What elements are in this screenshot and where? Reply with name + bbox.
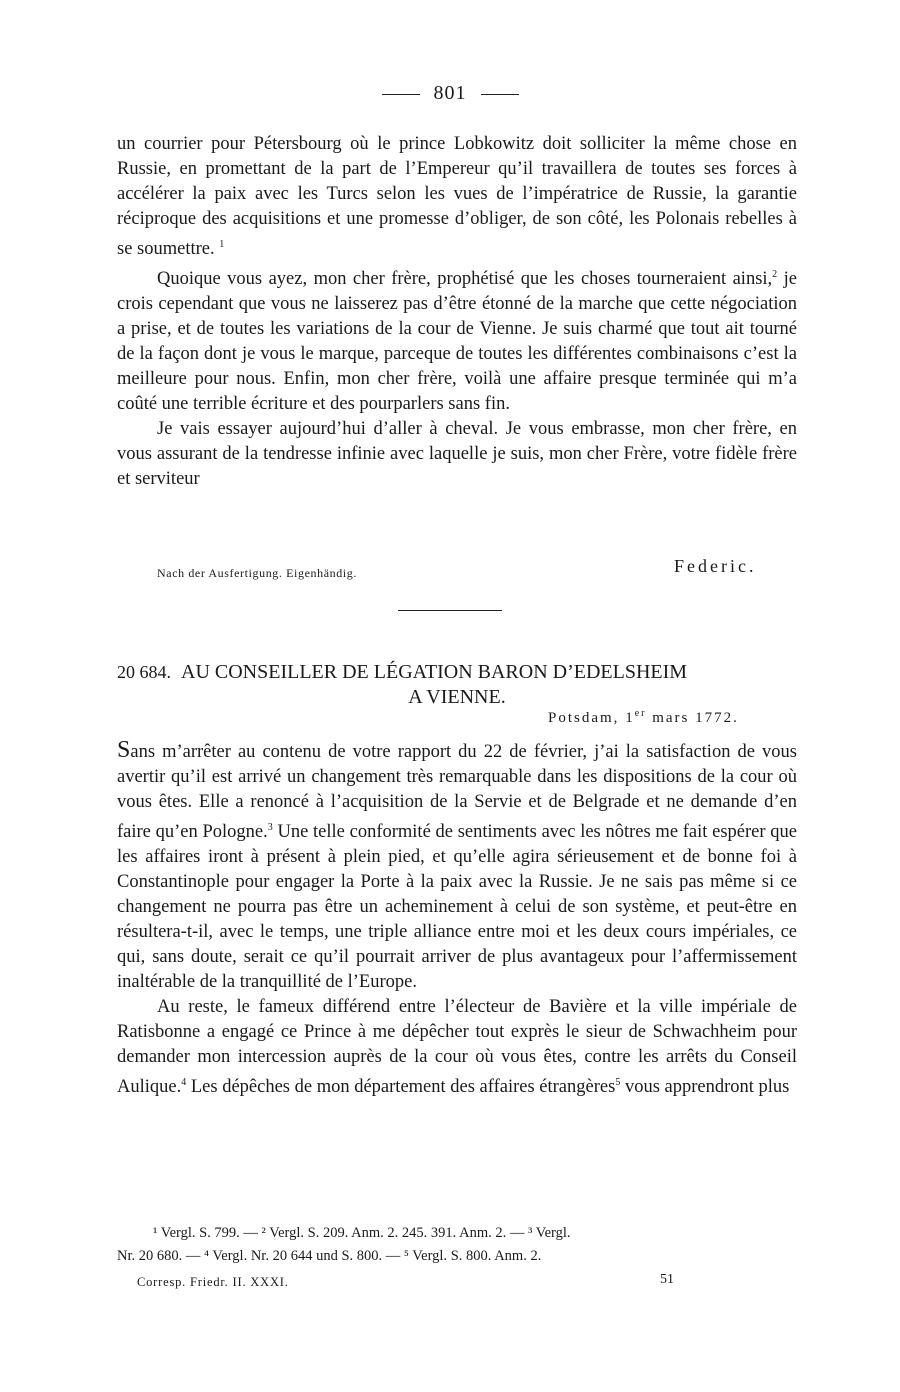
- letter-paragraph-1-text-b: Une telle conformité de sentiments avec les nôtres me fait espérer que les affaires iront à présent à plein pied, et qu’elle agira sérieusement et de bonne foi à Constantinople pour engager la Porte à la paix avec la Russie. Je ne sais pas même si ce changement ne pourra pas être un acheminement à celui de son système, et peut-être en résultera-t-il, avec le temps, une triple alliance entre moi et les deux cours impériales, ce qui, sans doute, serait ce qu’il pourrait arriver de plus avantageux pour l’affermissement inaltérable de la tranquillité de l’Europe.: [117, 822, 797, 993]
- page-number: 801: [433, 82, 467, 104]
- paragraph-3: Je vais essayer aujourd’hui d’aller à cheval. Je vous embrasse, mon cher frère, en vous assurant de la tendresse infinie avec laquelle je suis, mon cher Frère, votre fidèle frère et serviteur: [117, 419, 797, 490]
- letter-date-rest: mars 1772.: [646, 710, 739, 726]
- paragraph-2: [117, 262, 797, 417]
- top-text-block: [117, 132, 797, 492]
- letter-dateline: [548, 708, 739, 727]
- paragraph-1-text: un courrier pour Pétersbourg où le prince Lobkowitz doit solliciter la même chose en Russie, en promettant de la part de l’Empereur qu’il travaillera de toutes ses forces à accélérer la paix avec les Turcs selon les vues de l’impératrice de Russie, la garantie réciproque des acquisitions et une promesse d’obliger, de son côté, les Polonais rebelles à se soumettre.: [117, 134, 797, 260]
- footnote-line-1: ¹ Vergl. S. 799. — ² Vergl. S. 209. Anm. 2. 245. 391. Anm. 2. — ³ Vergl.: [153, 1225, 571, 1241]
- footnote-ref-2: 2: [772, 269, 778, 281]
- source-note: Nach der Ausfertigung. Eigenhändig.: [157, 566, 357, 580]
- letter-paragraph-1: [117, 738, 797, 995]
- header-rule-right: [481, 94, 519, 95]
- paragraph-2-text-b: je crois cependant que vous ne laisserez pas d’être étonné de la marche que cette négociation a prise, et de toutes les variations de la cour de Vienne. Je suis charmé que tout ait tourné de la façon dont je vous le marque, parceque de toutes les différentes combinaisons c’est la meilleure pour nous. Enfin, mon cher frère, voilà une affaire presque terminée qui m’a coûté une terrible écriture et des pourparlers sans fin.: [117, 269, 797, 415]
- letter-date-sup: er: [634, 708, 647, 719]
- footer-signature-mark: Corresp. Friedr. II. XXXI.: [137, 1275, 289, 1289]
- header-rule-left: [382, 94, 420, 95]
- section-separator: [398, 610, 502, 611]
- footnote-ref-5: 5: [615, 1077, 621, 1089]
- letter-heading: [117, 660, 797, 710]
- letter-title-line-2: A VIENNE.: [408, 686, 506, 708]
- signature: Federic.: [674, 556, 757, 576]
- letter-place: Potsdam,: [548, 710, 620, 726]
- footer-sheet-number: 51: [660, 1272, 674, 1287]
- letter-body: [117, 738, 797, 1100]
- paragraph-1: [117, 132, 797, 262]
- letter-paragraph-1-text-a: ans m’arrêter au contenu de votre rapport du 22 de février, j’ai la satisfaction de vous avertir qu’il est arrivé un changement très remarquable dans les dispositions de la cour où vous êtes. Elle a renoncé à l’acquisition de la Servie et de Belgrade et ne demande d’en faire qu’en Pologne.: [117, 742, 797, 843]
- letter-paragraph-2-text-c: vous apprendront plus: [620, 1077, 790, 1098]
- letter-date-day: 1: [625, 710, 635, 726]
- dropcap: S: [117, 737, 131, 763]
- footnote-ref-4: 4: [181, 1077, 187, 1089]
- footnote-ref-3: 3: [267, 822, 273, 833]
- footnote-ref-1: 1: [219, 239, 225, 250]
- paragraph-2-text-a: Quoique vous ayez, mon cher frère, prophétisé que les choses tourneraient ainsi,: [157, 269, 773, 290]
- letter-paragraph-2-text-a: Au reste, le fameux différend entre l’électeur de Bavière et la ville impériale de Ratisbonne a engagé ce Prince à me dépêcher tout exprès le sieur de Schwachheim pour demander mon intercession auprès de la cour où vous êtes, contre les arrêts du Conseil Aulique.: [117, 997, 797, 1098]
- letter-number: 20 684.: [117, 662, 171, 682]
- page-header: [0, 82, 900, 105]
- footnote-line-2: Nr. 20 680. — ⁴ Vergl. Nr. 20 644 und S. 800. — ⁵ Vergl. S. 800. Anm. 2.: [117, 1248, 542, 1264]
- footnotes: [117, 1222, 797, 1268]
- letter-paragraph-2-text-b: Les dépêches de mon département des affaires étrangères: [186, 1077, 616, 1098]
- letter-title-line-1: AU CONSEILLER DE LÉGATION BARON D’EDELSHEIM: [181, 661, 688, 683]
- letter-paragraph-2: [117, 995, 797, 1100]
